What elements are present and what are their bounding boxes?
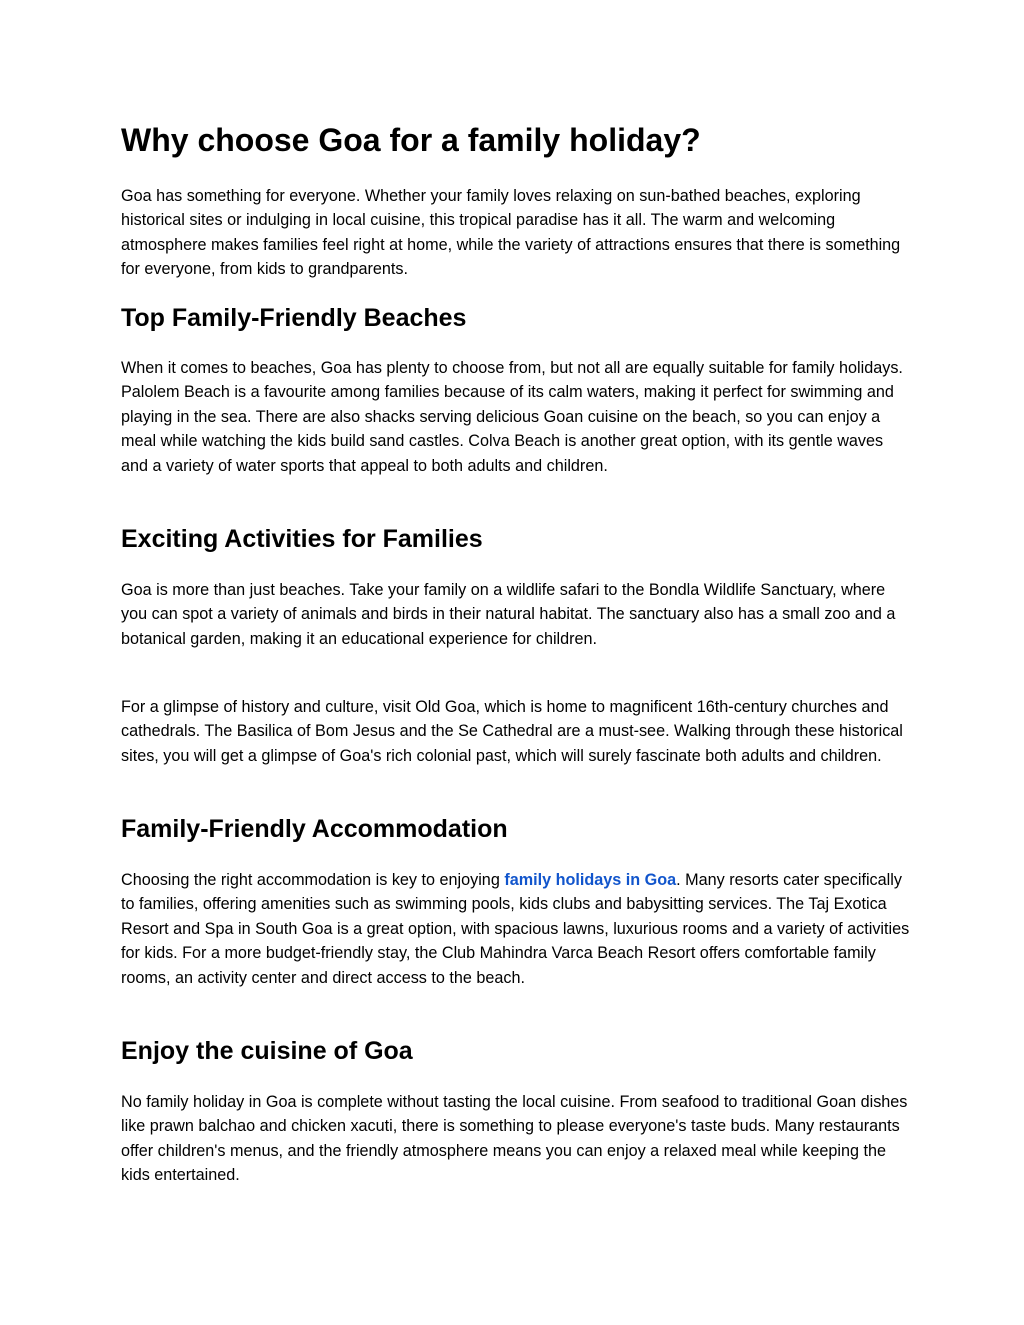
- activities-heading: Exciting Activities for Families: [121, 525, 483, 553]
- cuisine-heading: Enjoy the cuisine of Goa: [121, 1037, 413, 1065]
- beaches-paragraph: When it comes to beaches, Goa has plenty to choose from, but not all are equally suitable for family holidays. Palolem Beach is a favourite among families because of its calm waters, making it perfect for swimming and playing in the sea. There are also shacks serving delicious Goan cuisine on the beach, so you can enjoy a meal while watching the kids build sand castles. Colva Beach is another great option, with its gentle waves and a variety of water sports that appeal to both adults and children.: [121, 359, 903, 475]
- page-title: Why choose Goa for a family holiday?: [121, 122, 701, 158]
- family-holidays-link[interactable]: family holidays in Goa: [504, 871, 677, 889]
- accommodation-text-before: Choosing the right accommodation is key to enjoying: [121, 871, 505, 889]
- activities-paragraph-1: Goa is more than just beaches. Take your family on a wildlife safari to the Bondla Wildlife Sanctuary, where you can spot a variety of animals and birds in their natural habitat. The sanctuary also has a small zoo and a botanical garden, making it an educational experience for children.: [121, 581, 896, 648]
- activities-paragraph-2: For a glimpse of history and culture, visit Old Goa, which is home to magnificent 16th-century churches and cathedrals. The Basilica of Bom Jesus and the Se Cathedral are a must-see. Walking through these historical sites, you will get a glimpse of Goa's rich colonial past, which will surely fascinate both adults and children.: [121, 698, 903, 765]
- accommodation-paragraph: [121, 868, 911, 990]
- cuisine-paragraph: No family holiday in Goa is complete without tasting the local cuisine. From seafood to traditional Goan dishes like prawn balchao and chicken xacuti, there is something to please everyone's taste buds. Many restaurants offer children's menus, and the friendly atmosphere means you can enjoy a relaxed meal while keeping the kids entertained.: [121, 1093, 908, 1185]
- accommodation-heading: Family-Friendly Accommodation: [121, 815, 508, 843]
- beaches-heading: Top Family-Friendly Beaches: [121, 304, 467, 332]
- intro-paragraph: Goa has something for everyone. Whether your family loves relaxing on sun-bathed beaches, exploring historical sites or indulging in local cuisine, this tropical paradise has it all. The warm and welcoming atmosphere makes families feel right at home, while the variety of attractions ensures that there is something for everyone, from kids to grandparents.: [121, 187, 901, 279]
- accommodation-text-after: . Many resorts cater specifically to families, offering amenities such as swimming pools, kids clubs and babysitting services. The Taj Exotica Resort and Spa in South Goa is a great option, with spacious lawns, luxurious rooms and a variety of activities for kids. For a more budget-friendly stay, the Club Mahindra Varca Beach Resort offers comfortable family rooms, an activity center and direct access to the beach.: [121, 871, 910, 987]
